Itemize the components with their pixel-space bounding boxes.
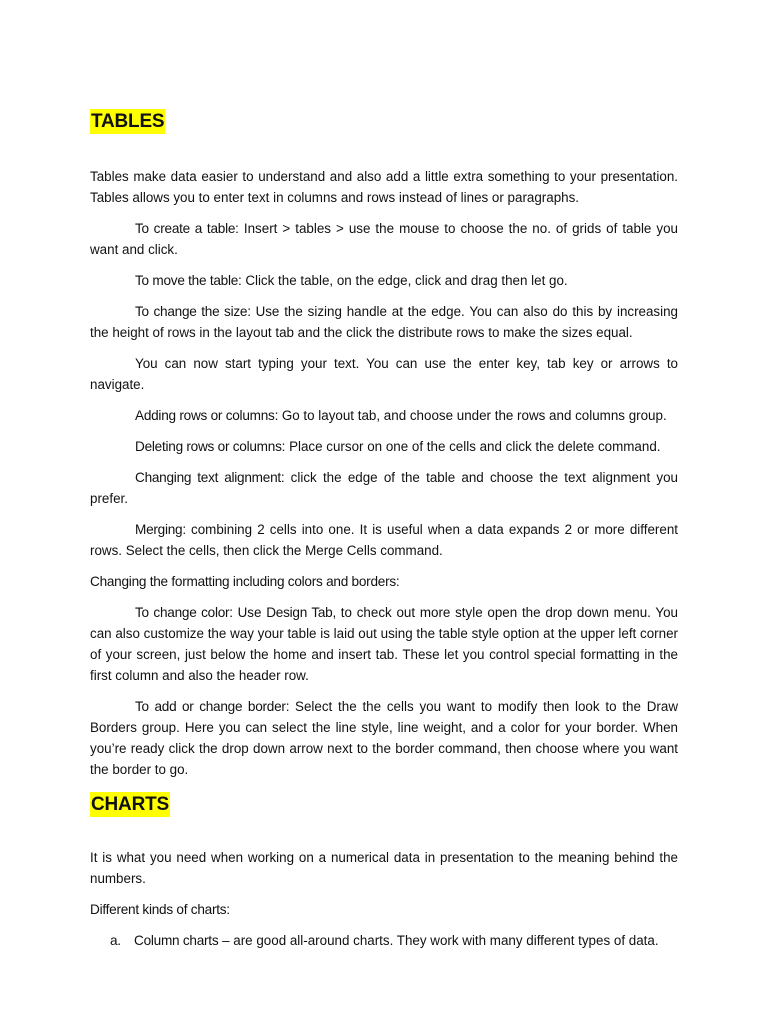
typing-text: You can now start typing your text. You can use the enter key, tab key or arrows to navigate. bbox=[90, 356, 678, 392]
adding-rows-paragraph bbox=[90, 405, 678, 426]
change-color-label: To change color: bbox=[135, 605, 233, 620]
text-alignment-text: click the edge of the table and choose the text alignment you prefer. bbox=[90, 470, 678, 506]
create-table-text: : Insert > tables > use the mouse to choose the no. of grids of table you want and click. bbox=[90, 221, 678, 257]
text-alignment-paragraph bbox=[90, 467, 678, 509]
deleting-rows-paragraph bbox=[90, 436, 678, 457]
merging-text: combining 2 cells into one. It is useful when a data expands 2 or more different rows. Select the cells, then click the Merge Cells command. bbox=[90, 522, 678, 558]
merging-label: Merging: bbox=[135, 522, 186, 537]
adding-rows-text: Go to layout tab, and choose under the rows and columns group. bbox=[278, 408, 667, 423]
change-color-text-a: Use bbox=[232, 605, 267, 620]
merging-paragraph bbox=[90, 519, 678, 561]
charts-intro: It is what you need when working on a numerical data in presentation to the meaning behind the numbers. bbox=[90, 850, 678, 886]
change-size-text: Use the sizing handle at the edge. You can also do this by increasing the height of rows in the layout tab and the click the distribute rows to make the sizes equal. bbox=[90, 304, 678, 340]
change-size-paragraph bbox=[90, 301, 678, 343]
design-tab-label: Design Tab, bbox=[266, 605, 337, 620]
deleting-rows-text: : Place cursor on one of the cells and click the delete command. bbox=[281, 439, 661, 454]
charts-heading: CHARTS bbox=[91, 794, 169, 815]
list-marker: a. bbox=[110, 933, 121, 948]
change-size-label: To change the size: bbox=[135, 304, 251, 319]
text-alignment-label: Changing text alignment: bbox=[135, 470, 285, 485]
kinds-heading: Different kinds of charts: bbox=[90, 902, 230, 917]
adding-rows-label: Adding rows or columns: bbox=[135, 408, 279, 423]
create-table-paragraph bbox=[90, 218, 678, 260]
border-label: To add or change border: bbox=[135, 699, 290, 714]
formatting-heading: Changing the formatting including colors and borders: bbox=[90, 574, 400, 589]
move-table-paragraph bbox=[90, 270, 678, 291]
tables-intro: Tables make data easier to understand and also add a little extra something to your presentation. Tables allows you to enter text in columns and rows instead of lines or paragraphs. bbox=[90, 169, 678, 205]
move-table-text: Click the table, on the edge, click and drag then let go. bbox=[241, 273, 568, 288]
border-paragraph bbox=[90, 696, 678, 780]
column-charts-text: – are good all-around charts. They work with many different types of data. bbox=[218, 933, 659, 948]
tables-heading: TABLES bbox=[91, 111, 165, 132]
column-charts-label: Column charts bbox=[134, 933, 219, 948]
border-text: Select the the cells you want to modify then look to the Draw Borders group. Here you can select the line style, line weight, and a color for your border. When you’re ready click the drop down arrow next to the border command, then choose where you want the border to go. bbox=[90, 699, 678, 777]
deleting-rows-label: Deleting rows or columns bbox=[135, 439, 282, 454]
list-item bbox=[110, 930, 678, 951]
change-color-paragraph bbox=[90, 602, 678, 686]
change-color-text-b: to check out more style open the drop down menu. You can also customize the way your table is laid out using the table style option at the upper left corner of your screen, just below the home and insert tab. These let you control special formatting in the first column and also the header row. bbox=[90, 605, 679, 683]
typing-paragraph bbox=[90, 353, 678, 395]
create-table-label: To create a table bbox=[135, 221, 236, 236]
move-table-label: To move the table: bbox=[135, 273, 242, 288]
